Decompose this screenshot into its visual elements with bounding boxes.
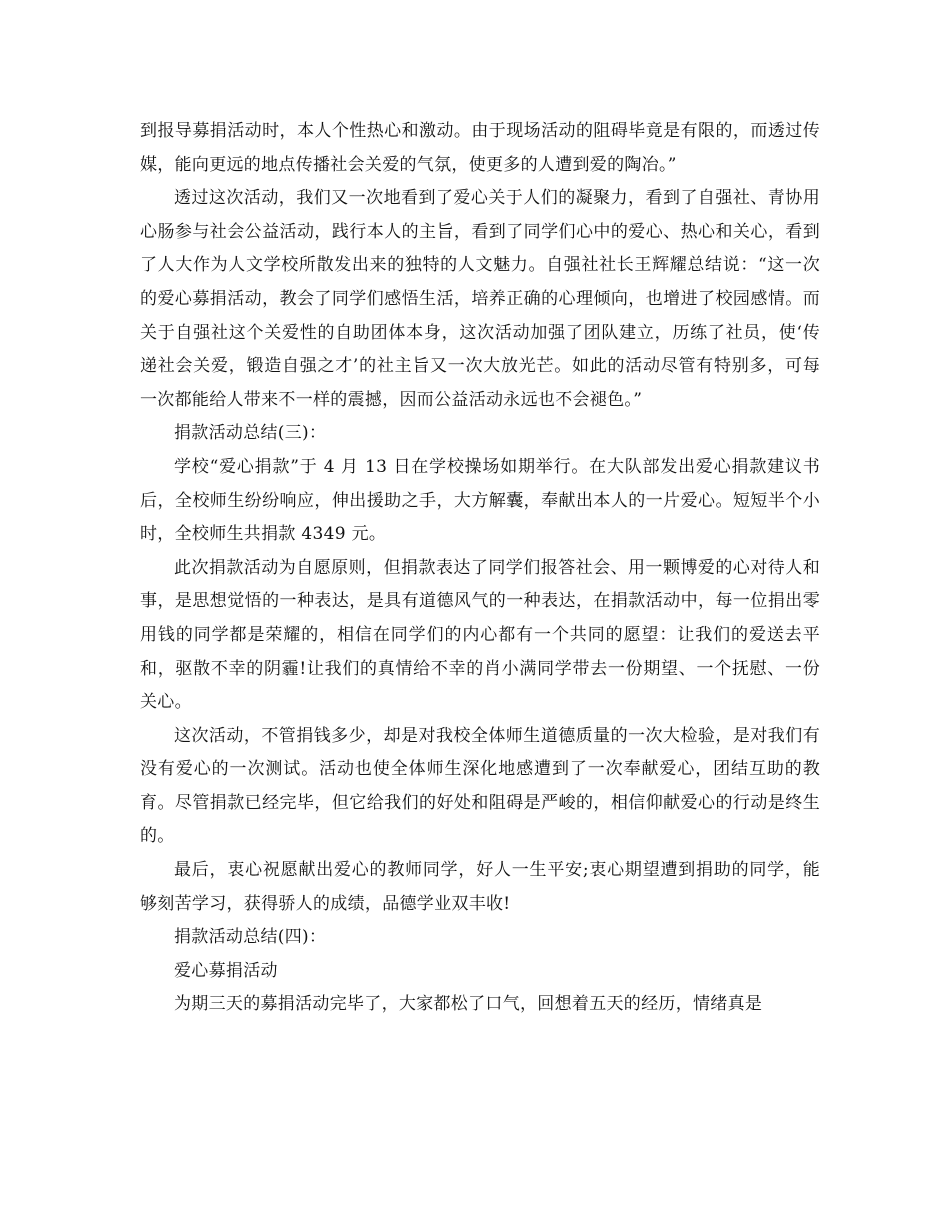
paragraph: 最后，衷心祝愿献出爱心的教师同学，好人一生平安;衷心期望遭到捐助的同学，能够刻苦学习，获得骄人的成绩，品德学业双丰收! [140, 860, 820, 914]
section-heading: 捐款活动总结(三)： [174, 423, 327, 444]
paragraph: 学校“爱心捐款”于 4 月 13 日在学校操场如期举行。在大队部发出爱心捐款建议书后，全校师生纷纷响应，伸出援助之手，大方解囊，奉献出本人的一片爱心。短短半个小时，全校师生共捐款 4349 元。 [140, 456, 820, 545]
document-body [140, 115, 820, 1022]
paragraph: 此次捐款活动为自愿原则，但捐款表达了同学们报答社会、用一颗博爱的心对待人和事，是思想觉悟的一种表达，是具有道德风气的一种表达，在捐款活动中，每一位捐出零用钱的同学都是荣耀的，相信在同学们的内心都有一个共同的愿望：让我们的爱送去平和，驱散不幸的阴霾!让我们的真情给不幸的肖小满同学带去一份期望、一个抚慰、一份关心。 [140, 557, 820, 713]
subheading: 爱心募捐活动 [174, 960, 278, 981]
paragraph: 为期三天的募捐活动完毕了，大家都松了口气，回想着五天的经历，情绪真是 [174, 994, 763, 1015]
paragraph: 这次活动，不管捐钱多少，却是对我校全体师生道德质量的一次大检验，是对我们有没有爱心的一次测试。活动也使全体师生深化地感遭到了一次奉献爱心，团结互助的教育。尽管捐款已经完毕，但它给我们的好处和阻碍是严峻的，相信仰献爱心的行动是终生的。 [140, 725, 820, 847]
section-heading: 捐款活动总结(四)： [174, 927, 327, 948]
paragraph: 透过这次活动，我们又一次地看到了爱心关于人们的凝聚力，看到了自强社、青协用心肠参与社会公益活动，践行本人的主旨，看到了同学们心中的爱心、热心和关心，看到了人大作为人文学校所散发出来的独特的人文魅力。自强社社长王辉耀总结说：“这一次的爱心募捐活动，教会了同学们感悟生活，培养正确的心理倾向，也增进了校园感情。而关于自强社这个关爱性的自助团体本身，这次活动加强了团队建立，历练了社员，使‘传递社会关爱，锻造自强之才’的社主旨又一次大放光芒。如此的活动尽管有特别多，可每一次都能给人带来不一样的震撼，因而公益活动永远也不会褪色。” [140, 188, 820, 410]
paragraph-continuation: 到报导募捐活动时，本人个性热心和激动。由于现场活动的阻碍毕竟是有限的，而透过传媒，能向更远的地点传播社会关爱的气氛，使更多的人遭到爱的陶冶。” [140, 121, 820, 175]
